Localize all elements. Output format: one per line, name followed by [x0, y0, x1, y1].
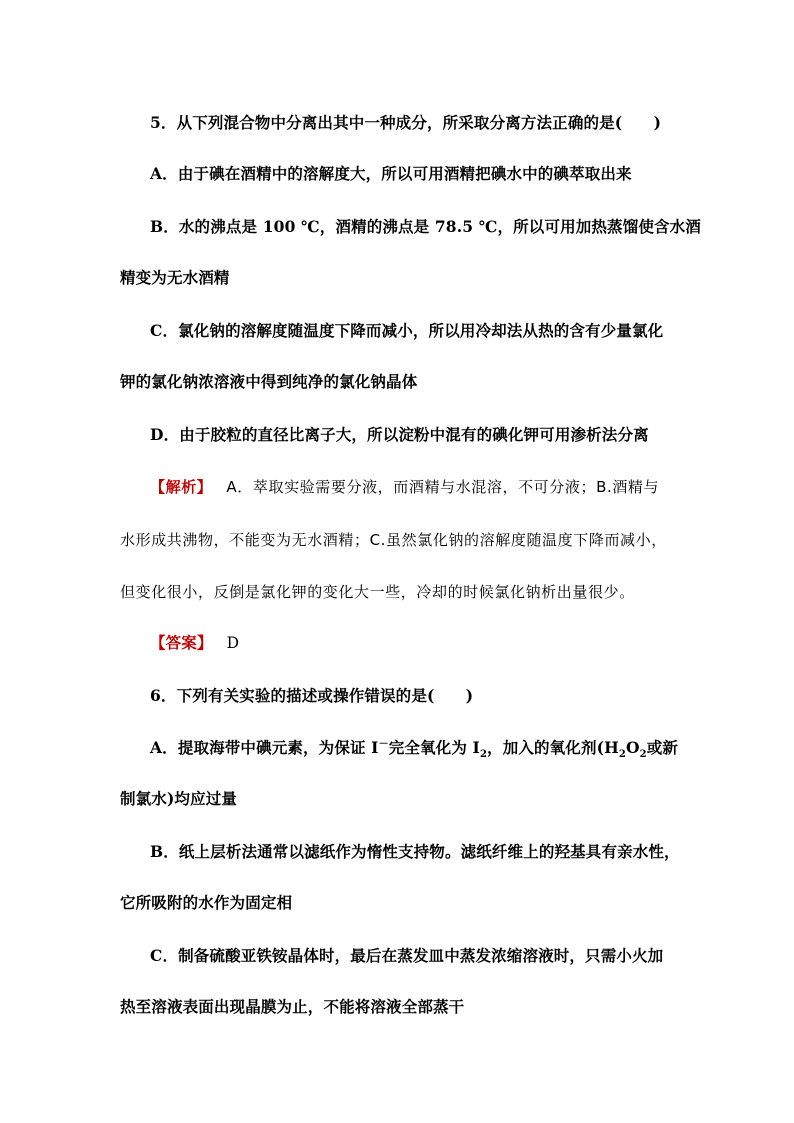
q5-answer [150, 632, 680, 654]
q6-option-b-line2: 它所吸附的水作为固定相 [120, 893, 293, 912]
q5-analysis-line2: 水形成共沸物，不能变为无水酒精；C.虽然氯化钠的溶解度随温度下降而减小， [120, 531, 667, 549]
h2o2-o-subscript: 2 [639, 749, 647, 761]
q5-option-d: D．由于胶粒的直径比离子大，所以淀粉中混有的碘化钾可用渗析法分离 [150, 425, 649, 444]
q6-option-a-line1 [150, 737, 680, 759]
iodine-subscript: 2 [479, 749, 488, 761]
q6-stem: 6．下列有关实验的描述或操作错误的是( ) [150, 686, 474, 705]
q5-option-a: A．由于碘在酒精中的溶解度大，所以可用酒精把碘水中的碘萃取出来 [150, 164, 632, 183]
q6-a-text-2: 完全氧化为 I [388, 738, 480, 757]
q5-analysis-line1 [150, 476, 680, 498]
q5-option-c-line1: C．氯化钠的溶解度随温度下降而减小，所以用冷却法从热的含有少量氯化 [150, 321, 664, 340]
q6-a-text-3: ，加入的氧化剂(H [487, 738, 619, 757]
q6-option-b-line1: B．纸上层析法通常以滤纸作为惰性支持物。滤纸纤维上的羟基具有亲水性， [150, 842, 680, 861]
q5-option-b-line2: 精变为无水酒精 [120, 268, 230, 287]
answer-tag: 【答案】 [150, 633, 213, 652]
q6-a-text-4: O [626, 738, 640, 757]
analysis-text-1: A．萃取实验需要分液，而酒精与水混溶，不可分液；B.酒精与 [226, 478, 660, 496]
iodide-charge: － [378, 738, 389, 750]
h2o2-h-subscript: 2 [618, 749, 626, 761]
analysis-tag: 【解析】 [150, 478, 213, 496]
q5-option-b-line1: B．水的沸点是 100 ℃，酒精的沸点是 78.5 ℃，所以可用加热蒸馏使含水酒 [150, 217, 701, 236]
q6-a-text-5: 或新 [646, 738, 679, 757]
q6-option-c-line1: C．制备硫酸亚铁铵晶体时，最后在蒸发皿中蒸发浓缩溶液时，只需小火加 [150, 946, 664, 965]
q6-a-text-1: A．提取海带中碘元素，为保证 I [150, 738, 379, 757]
q5-option-c-line2: 钾的氯化钠浓溶液中得到纯净的氯化钠晶体 [120, 372, 418, 391]
q6-option-c-line2: 热至溶液表面出现晶膜为止，不能将溶液全部蒸干 [120, 997, 465, 1016]
q6-option-a-line2: 制氯水)均应过量 [120, 789, 238, 808]
answer-value: D [226, 634, 240, 652]
q5-analysis-line3: 但变化很小，反倒是氯化钾的变化大一些，冷却的时候氯化钠析出量很少。 [120, 583, 635, 601]
q5-stem: 5．从下列混合物中分离出其中一种成分，所采取分离方法正确的是( ) [150, 113, 662, 132]
